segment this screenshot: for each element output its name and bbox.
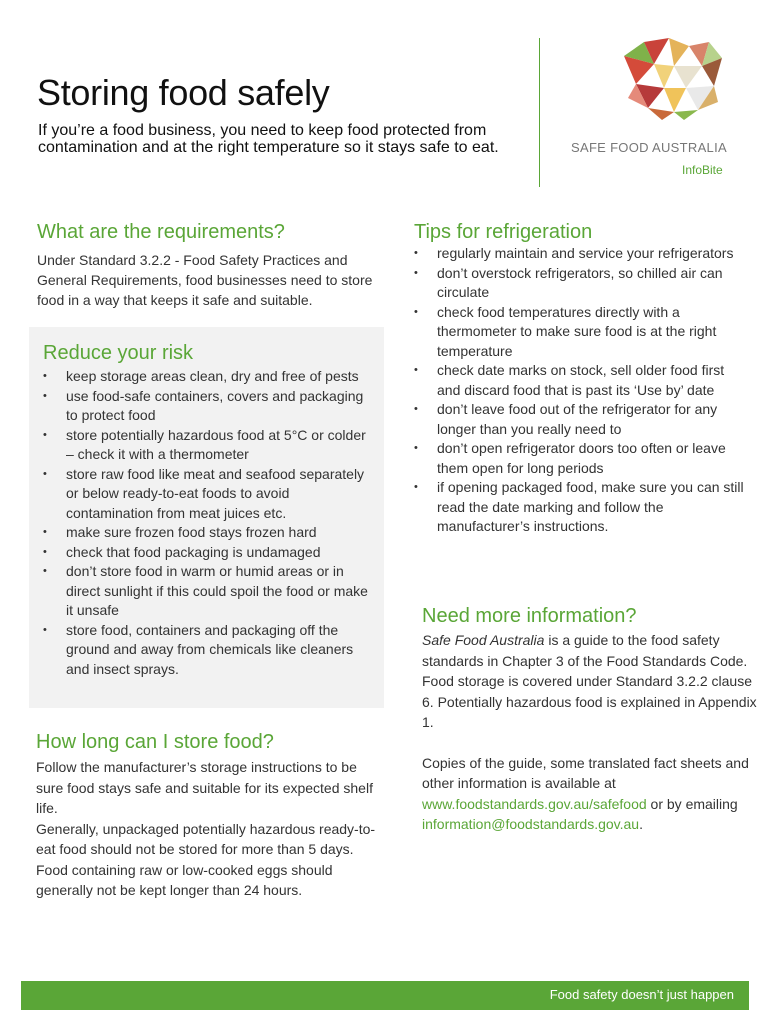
list-item: • check that food packaging is undamaged — [43, 543, 373, 563]
period-text: . — [639, 816, 643, 832]
list-item: • store food, containers and packaging off the ground and away from chemicals like cleaners and insect sprays. — [43, 621, 373, 680]
list-item: • don’t overstock refrigerators, so chilled air can circulate — [414, 264, 744, 303]
reduce-risk-section — [43, 341, 373, 679]
tips-section — [414, 220, 744, 537]
tips-heading: Tips for refrigeration — [414, 221, 593, 243]
page-title: Storing food safely — [37, 72, 330, 113]
food-mosaic-logo — [614, 36, 724, 120]
storage-para-2: Generally, unpackaged potentially hazardous ready-to-eat food should not be stored for more than 5 days. Food containing raw or low-cooked eggs should generally not be kept longer than 24 hours. — [36, 820, 376, 898]
storage-section — [36, 730, 386, 901]
storage-heading: How long can I store food? — [36, 731, 274, 753]
footer-tagline: Food safety doesn’t just happen — [549, 987, 734, 1002]
safefood-link[interactable]: www.foodstandards.gov.au/safefood — [422, 795, 647, 812]
reduce-risk-list — [43, 367, 373, 679]
guide-title: Safe Food Australia — [422, 632, 545, 648]
tips-list — [414, 244, 744, 537]
list-item: • make sure frozen food stays frozen hard — [43, 523, 373, 543]
list-item: • keep storage areas clean, dry and free of pests — [43, 367, 373, 387]
header-divider — [539, 38, 540, 187]
email-link[interactable]: information@foodstandards.gov.au — [422, 816, 640, 832]
list-item: • if opening packaged food, make sure you can still read the date marking and follow the manufacturer’s instructions. — [414, 478, 744, 537]
requirements-body: Under Standard 3.2.2 - Food Safety Practices and General Requirements, food businesses need to store food in a way that keeps it safe and suitable. — [37, 252, 373, 308]
or-by-text: or by emailing — [646, 795, 738, 812]
info-guide-text — [422, 630, 757, 733]
list-item: • don’t open refrigerator doors too often or leave them open for long periods — [414, 439, 744, 478]
list-item: • store raw food like meat and seafood separately or below ready-to-eat foods to avoid contamination from meat juices etc. — [43, 465, 373, 524]
copies-description: Copies of the guide, some translated fact sheets and other information is available at — [422, 754, 749, 791]
list-item: • store potentially hazardous food at 5°C or colder – check it with a thermometer — [43, 426, 373, 465]
list-item: • don’t store food in warm or humid areas or in direct sunlight if this could spoil the food or make it unsafe — [43, 562, 373, 621]
info-section — [422, 604, 757, 835]
list-item: • use food-safe containers, covers and packaging to protect food — [43, 387, 373, 426]
list-item: • check date marks on stock, sell older food first and discard food that is past its ‘Use by’ date — [414, 361, 744, 400]
intro-text: If you’re a food business, you need to keep food protected from contamination and at the right temperature so it stays safe to eat. — [38, 122, 499, 156]
requirements-section — [37, 220, 377, 310]
brand-name: SAFE FOOD AUSTRALIA — [571, 140, 727, 155]
list-item: • don’t leave food out of the refrigerator for any longer than you really need to — [414, 400, 744, 439]
storage-para-1: Follow the manufacturer’s storage instructions to be sure food stays safe and suitable for its expected shelf life. — [36, 759, 373, 816]
footer-bar — [21, 981, 749, 1010]
info-heading: Need more information? — [422, 605, 637, 627]
requirements-heading: What are the requirements? — [37, 221, 285, 243]
brand-subtitle: InfoBite — [682, 163, 723, 177]
reduce-risk-heading: Reduce your risk — [43, 342, 194, 364]
guide-description: is a guide to the food safety standards in Chapter 3 of the Food Standards Code. Food storage is covered under Standard 3.2.2 clause 6. Potentially hazardous food is explained in Appendix 1. — [422, 632, 757, 730]
info-copies-text — [422, 753, 757, 835]
list-item: • regularly maintain and service your refrigerators — [414, 244, 744, 264]
list-item: • check food temperatures directly with a thermometer to make sure food is at the right temperature — [414, 303, 744, 362]
